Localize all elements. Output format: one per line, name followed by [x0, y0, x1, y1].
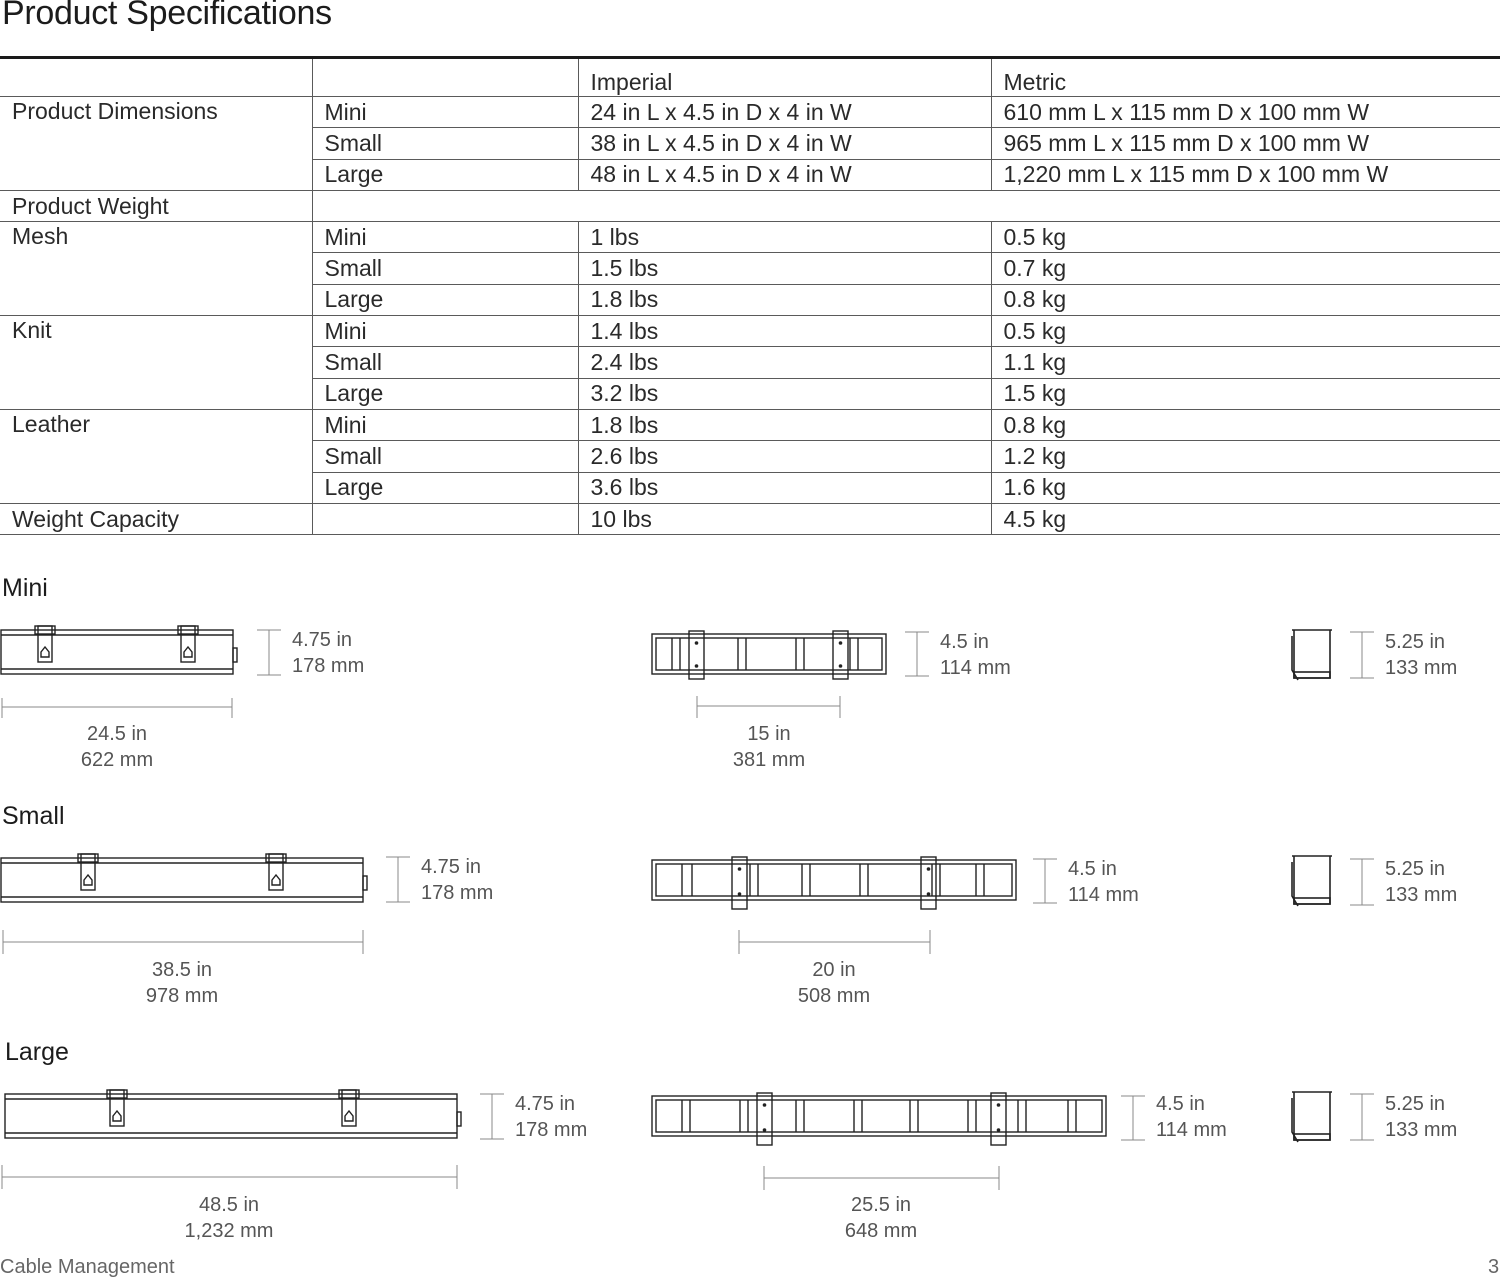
row-label-mesh: Mesh: [0, 222, 312, 316]
large-side-view-drawing: [1280, 1090, 1340, 1146]
size-cell: Large: [312, 284, 578, 315]
size-cell: Small: [312, 347, 578, 378]
mini-top-view-drawing: [650, 628, 890, 723]
small-side-view-drawing: [1280, 854, 1340, 910]
mini-top-depth-bracket: [903, 630, 933, 680]
mini-side-view-drawing: [1280, 628, 1340, 684]
metric-cell: 610 mm L x 115 mm D x 100 mm W: [991, 97, 1500, 128]
small-front-height-label: 4.75 in 178 mm: [421, 856, 494, 904]
mini-front-view-drawing: [0, 622, 245, 722]
mini-side-height-bracket: [1348, 630, 1378, 682]
imperial-cell: 1.5 lbs: [578, 253, 991, 284]
metric-cell: 0.7 kg: [991, 253, 1500, 284]
imperial-cell: 2.6 lbs: [578, 441, 991, 472]
metric-cell: 0.8 kg: [991, 409, 1500, 440]
imperial-cell: 2.4 lbs: [578, 347, 991, 378]
size-cell: Mini: [312, 409, 578, 440]
imperial-cell: 1.4 lbs: [578, 316, 991, 347]
page-number: 3: [1488, 1256, 1500, 1278]
large-front-length-label: 48.5 in 1,232 mm: [184, 1194, 274, 1242]
mini-top-span-label: 15 in 381 mm: [732, 723, 806, 771]
imperial-cell: 3.2 lbs: [578, 378, 991, 409]
metric-cell: 1.1 kg: [991, 347, 1500, 378]
section-label-large: Large: [5, 1038, 69, 1066]
section-label-mini: Mini: [2, 574, 48, 602]
large-top-view-drawing: [650, 1090, 1112, 1195]
metric-cell: 0.5 kg: [991, 316, 1500, 347]
small-front-height-bracket: [384, 855, 414, 905]
small-side-height-label: 5.25 in 133 mm: [1385, 858, 1458, 906]
small-top-depth-label: 4.5 in 114 mm: [1068, 858, 1139, 906]
metric-cell: 1,220 mm L x 115 mm D x 100 mm W: [991, 159, 1500, 190]
large-front-height-bracket: [478, 1092, 508, 1142]
mini-side-height-label: 5.25 in 133 mm: [1385, 631, 1458, 679]
large-side-height-label: 5.25 in 133 mm: [1385, 1093, 1458, 1141]
metric-cell: 0.5 kg: [991, 222, 1500, 253]
small-top-view-drawing: [650, 854, 1022, 959]
large-front-height-label: 4.75 in 178 mm: [515, 1093, 588, 1141]
table-row: [0, 316, 1500, 347]
size-cell: Large: [312, 378, 578, 409]
header-metric: Metric: [991, 59, 1500, 97]
table-row: [0, 409, 1500, 440]
header-cell-empty: [312, 59, 578, 97]
row-label-weight: Product Weight: [0, 190, 312, 221]
size-cell: Mini: [312, 222, 578, 253]
header-imperial: Imperial: [578, 59, 991, 97]
size-cell: Small: [312, 441, 578, 472]
size-cell: Small: [312, 253, 578, 284]
spec-table: [0, 59, 1500, 535]
imperial-cell: 24 in L x 4.5 in D x 4 in W: [578, 97, 991, 128]
imperial-cell: 3.6 lbs: [578, 472, 991, 503]
large-front-view-drawing: [0, 1085, 470, 1195]
table-row: [0, 190, 1500, 221]
size-cell: Small: [312, 128, 578, 159]
table-header-row: [0, 59, 1500, 97]
row-label-knit: Knit: [0, 316, 312, 410]
table-row: [0, 222, 1500, 253]
footer-title: Cable Management: [0, 1256, 175, 1278]
large-top-depth-bracket: [1119, 1094, 1149, 1144]
size-cell: Large: [312, 159, 578, 190]
imperial-cell: 10 lbs: [578, 503, 991, 534]
mini-front-height-bracket: [255, 628, 285, 678]
small-front-view-drawing: [0, 850, 375, 960]
small-top-depth-bracket: [1031, 857, 1061, 907]
metric-cell: 1.6 kg: [991, 472, 1500, 503]
metric-cell: 965 mm L x 115 mm D x 100 mm W: [991, 128, 1500, 159]
mini-front-height-label: 4.75 in 178 mm: [292, 629, 365, 677]
size-cell: Mini: [312, 97, 578, 128]
size-cell: Large: [312, 472, 578, 503]
small-front-length-label: 38.5 in 978 mm: [145, 959, 219, 1007]
table-row: [0, 503, 1500, 534]
metric-cell: 0.8 kg: [991, 284, 1500, 315]
empty-cell: [312, 190, 1500, 221]
large-top-depth-label: 4.5 in 114 mm: [1156, 1093, 1227, 1141]
large-top-span-label: 25.5 in 648 mm: [844, 1194, 918, 1242]
page-title: Product Specifications: [2, 0, 332, 32]
small-top-span-label: 20 in 508 mm: [797, 959, 871, 1007]
row-label-capacity: Weight Capacity: [0, 503, 312, 534]
section-label-small: Small: [2, 802, 65, 830]
imperial-cell: 1.8 lbs: [578, 284, 991, 315]
large-side-height-bracket: [1348, 1092, 1378, 1144]
imperial-cell: 1.8 lbs: [578, 409, 991, 440]
mini-top-depth-label: 4.5 in 114 mm: [940, 631, 1011, 679]
header-cell-empty: [0, 59, 312, 97]
metric-cell: 1.5 kg: [991, 378, 1500, 409]
imperial-cell: 1 lbs: [578, 222, 991, 253]
metric-cell: 4.5 kg: [991, 503, 1500, 534]
small-side-height-bracket: [1348, 857, 1378, 909]
imperial-cell: 48 in L x 4.5 in D x 4 in W: [578, 159, 991, 190]
row-label-leather: Leather: [0, 409, 312, 503]
imperial-cell: 38 in L x 4.5 in D x 4 in W: [578, 128, 991, 159]
size-cell: Mini: [312, 316, 578, 347]
row-label-dimensions: Product Dimensions: [0, 97, 312, 191]
metric-cell: 1.2 kg: [991, 441, 1500, 472]
table-row: [0, 97, 1500, 128]
mini-front-length-label: 24.5 in 622 mm: [80, 723, 154, 771]
empty-cell: [312, 503, 578, 534]
